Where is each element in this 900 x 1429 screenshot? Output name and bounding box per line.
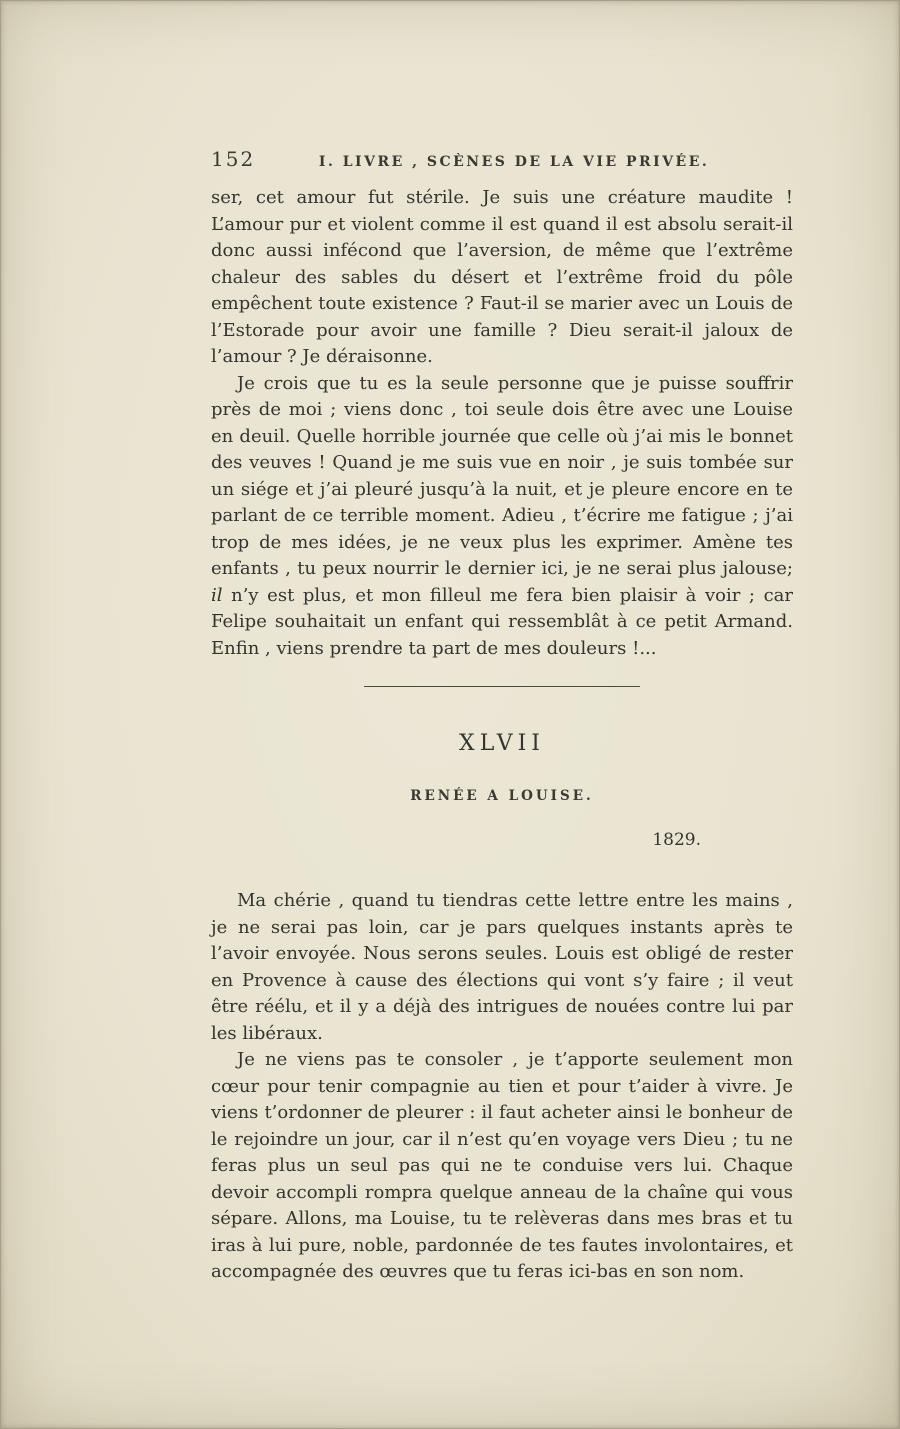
page-header: [211, 147, 793, 171]
paragraph-continuation: ser, cet amour fut stérile. Je suis une créature maudite ! L’amour pur et violent comme il est quand il est absolu serait-il donc aussi infécond que l’aversion, de même que l’extrême chaleur des sables du désert et l’extrême froid du pôle empêchent toute existence ? Faut-il se marier avec un Louis de l’Estorade pour avoir une famille ? Dieu serait-il jaloux de l’amour ? Je déraisonne.: [211, 187, 793, 367]
letter-date: 1829.: [652, 830, 701, 850]
letter-body: [211, 888, 793, 1286]
paragraph: Ma chérie , quand tu tiendras cette lettre entre les mains , je ne serai pas loin, car je pars quelques instants après te l’avoir envoyée. Nous serons seules. Louis est obligé de rester en Provence à cause des élections qui vont s’y faire ; il veut être réélu, et il y a déjà des intrigues de nouées contre lui par les libéraux.: [211, 890, 793, 1044]
paragraph-text: n’y est plus, et mon filleul me fera bien plaisir à voir ; car Felipe souhaitait un enfant qui ressemblât à ce petit Armand. Enfin , viens prendre ta part de mes douleurs !...: [211, 584, 793, 659]
paragraph: [211, 371, 793, 663]
running-title: I. LIVRE , SCÈNES DE LA VIE PRIVÉE.: [318, 154, 710, 170]
letter-heading: RENÉE A LOUISE.: [410, 788, 594, 804]
paragraph-text: Je crois que tu es la seule personne que je puisse souffrir près de moi ; viens donc , toi seule dois être avec une Louise en deuil. Quelle horrible journée que celle où j’ai mis le bonnet des veuves ! Quand je me suis vue en noir , je suis tombée sur un siége et j’ai pleuré jusqu’à la nuit, et je pleure encore en te parlant de ce terrible moment. Adieu , t’écrire me fatigue ; j’ai trop de mes idées, je ne veux plus les exprimer. Amène tes enfants , tu peux nourrir le dernier ici, je ne serai plus jalouse;: [211, 372, 793, 579]
paragraph: Je ne viens pas te consoler , je t’apporte seulement mon cœur pour tenir compagnie au tien et pour t’aider à vivre. Je viens t’ordonner de pleurer : il faut acheter ainsi le bonheur de le rejoindre un jour, car il n’est qu’en voyage vers Dieu ; tu ne feras plus un seul pas qui ne te conduise vers lui. Chaque devoir accompli rompra quelque anneau de la chaîne qui vous sépare. Allons, ma Louise, tu te relèveras dans mes bras et tu iras à lui pure, noble, pardonnée de tes fautes involontaires, et accompagnée des œuvres que tu feras ici-bas en son nom.: [211, 1049, 793, 1282]
section-divider-rule: [364, 686, 640, 687]
text-block: [211, 147, 793, 1286]
italic-word: il: [211, 584, 223, 606]
page-number: 152: [211, 147, 256, 171]
chapter-number: XLVII: [459, 731, 545, 756]
